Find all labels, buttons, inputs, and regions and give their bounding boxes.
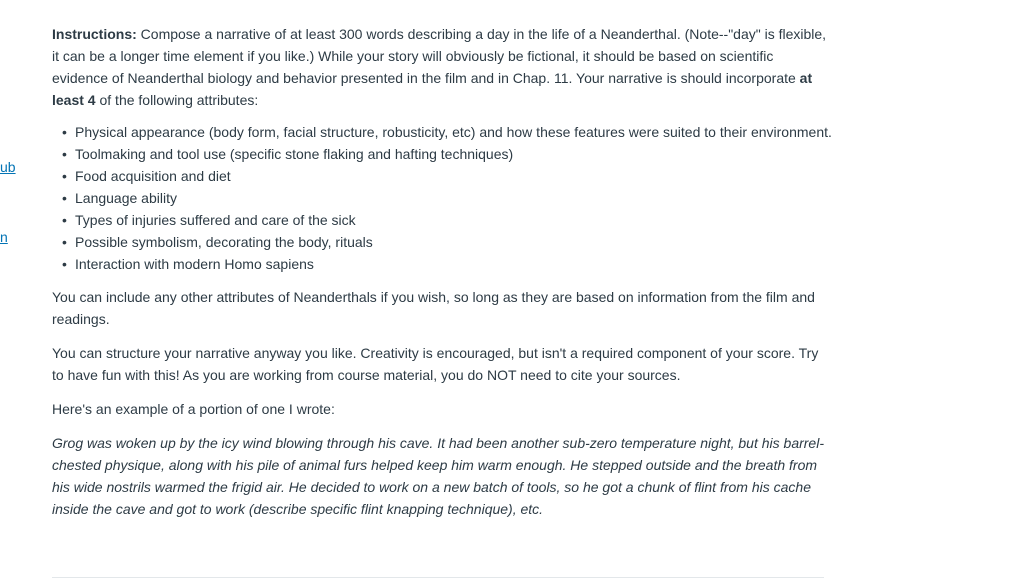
attributes-list	[52, 121, 832, 275]
instructions-bold: at least 4	[52, 70, 813, 108]
example-intro-paragraph: Here's an example of a portion of one I wrote:	[52, 401, 335, 417]
assignment-description	[52, 23, 832, 520]
instructions-label: Instructions:	[52, 26, 137, 42]
other-attributes-paragraph: You can include any other attributes of Neanderthals if you wish, so long as they are based on information from the film and readings.	[52, 289, 815, 327]
list-item: • Possible symbolism, decorating the body, rituals	[52, 231, 832, 253]
instructions-paragraph	[52, 23, 832, 111]
instructions-text-end: of the following attributes:	[95, 92, 259, 108]
list-item: • Interaction with modern Homo sapiens	[52, 253, 832, 275]
bottom-divider	[52, 577, 824, 578]
example-paragraph: Grog was woken up by the icy wind blowing through his cave. It had been another sub-zero temperature night, but his barrel-chested physique, along with his pile of animal furs helped keep him warm enough. He stepped outside and the breath from his wide nostrils warmed the frigid air. He decided to work on a new batch of tools, so he got a chunk of flint from his cache inside the cave and got to work (describe specific flint knapping technique), etc.	[52, 435, 824, 517]
list-item: • Toolmaking and tool use (specific stone flaking and hafting techniques)	[52, 143, 832, 165]
list-item: • Physical appearance (body form, facial structure, robusticity, etc) and how these features were suited to their environment.	[52, 121, 832, 143]
list-item: • Language ability	[52, 187, 832, 209]
list-item: • Food acquisition and diet	[52, 165, 832, 187]
sidebar-link-partial-1[interactable]: ub	[0, 159, 16, 175]
structure-paragraph: You can structure your narrative anyway you like. Creativity is encouraged, but isn't a required component of your score. Try to have fun with this! As you are working from course material, you do NOT need to cite your sources.	[52, 345, 819, 383]
sidebar-link-partial-2[interactable]: n	[0, 229, 8, 245]
instructions-text: Compose a narrative of at least 300 words describing a day in the life of a Neanderthal. (Note--"day" is flexible, it can be a longer time element if you like.) While your story will obviously be fictional, it should be based on scientific evidence of Neanderthal biology and behavior presented in the film and in Chap. 11. Your narrative is should incorporate	[52, 26, 827, 86]
list-item: • Types of injuries suffered and care of the sick	[52, 209, 832, 231]
